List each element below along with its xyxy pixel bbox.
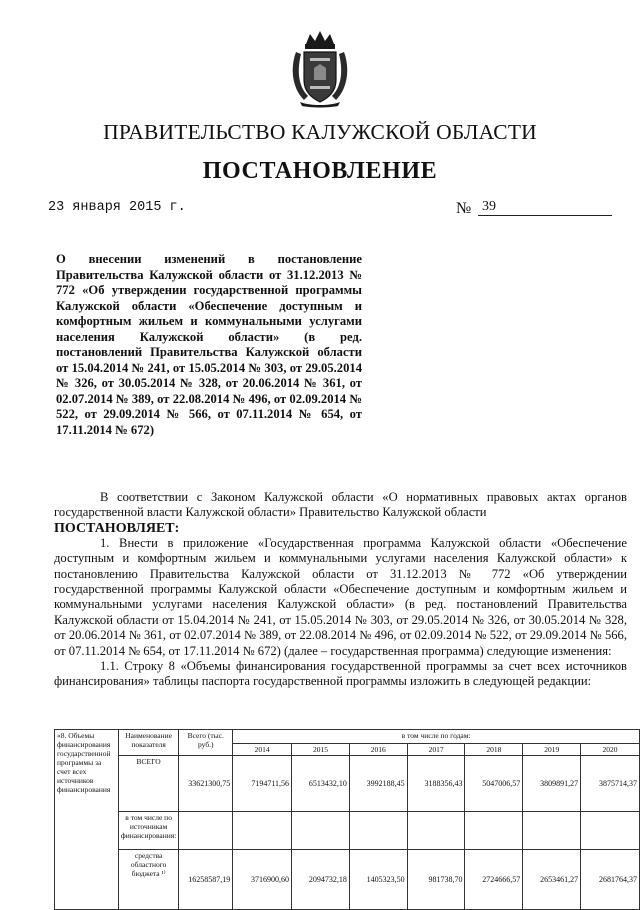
row-value: 2724666,57 (465, 850, 523, 910)
document-date: 23 января 2015 г. (48, 200, 186, 215)
header-year: 2014 (233, 744, 292, 756)
row-total: 33621300,75 (179, 756, 233, 812)
row-value: 981738,70 (407, 850, 465, 910)
header-indicator-name: Наименование показателя (118, 730, 178, 756)
row-name: ВСЕГО (118, 756, 178, 812)
intro-paragraph: В соответствии с Законом Калужской области «О нормативных правовых актах органов государственной власти Калужской области» Правительство Калужской области (54, 490, 627, 520)
row-value: 3992188,45 (349, 756, 407, 812)
row-value: 2094732,18 (292, 850, 350, 910)
row-value (523, 812, 581, 850)
kaluga-coat-of-arms-icon (288, 28, 352, 108)
header-years-group: в том числе по годам: (233, 730, 640, 744)
item-1-paragraph: 1. Внести в приложение «Государственная программа Калужской области «Обеспечение доступным и комфортным жильем и коммунальными услугами населения Калужской области» к постановлению Правительства Калужской области от 31.12.2013 № 772 «Об утверждении государственной программы Калужской области «Обеспечение доступным и комфортным жильем и коммунальными услугами населения Калужской области» (в ред. постановлений Правительства Калужской области от 15.04.2014 № 241, от 15.05.2014 № 303, от 29.05.2014 № 326, от 30.05.2014 № 328, от 20.06.2014 № 361, от 02.07.2014 № 389, от 22.08.2014 № 496, от 02.09.2014 № 522, от 29.09.2014 № 566, от 07.11.2014 № 654, от 17.11.2014 № 672) (далее – государственная программа) следующие изменения: (54, 535, 627, 658)
row-value: 2681764,37 (581, 850, 640, 910)
government-title: ПРАВИТЕЛЬСТВО КАЛУЖСКОЙ ОБЛАСТИ (103, 120, 537, 144)
row-name: средства областного бюджета ¹⁾ (118, 850, 178, 910)
row-value (349, 812, 407, 850)
row-value: 6513432,10 (292, 756, 350, 812)
document-subject: О внесении изменений в постановление Правительства Калужской области от 31.12.2013 № 772 «Об утверждении государственной программы Калужской области «Обеспечение доступным и комфортным жильем и коммунальными услугами населения Калужской области» (в ред. постановлений Правительства Калужской области от 15.04.2014 № 241, от 15.05.2014 № 303, от 29.05.2014 № 326, от 30.05.2014 № 328, от 20.06.2014 № 361, от 02.07.2014 № 389, от 22.08.2014 № 496, от 02.09.2014 № 522, от 29.09.2014 № 566, от 07.11.2014 № 654, от 17.11.2014 № 672) (56, 252, 362, 437)
row-value (465, 812, 523, 850)
document-type: ПОСТАНОВЛЕНИЕ (202, 158, 438, 184)
number-label: № (456, 200, 472, 217)
row-value: 2653461,27 (523, 850, 581, 910)
table-row-label: «8. Объемы финансирования государственной программы за счет всех источников финансирования (55, 730, 119, 910)
item-1-1-paragraph: 1.1. Строку 8 «Объемы финансирования государственной программы за счет всех источников финансирования» таблицы паспорта государственной программы изложить в следующей редакции: (54, 659, 627, 689)
table-row (55, 850, 640, 910)
row-name: в том числе по источникам финансирования: (118, 812, 178, 850)
row-value (407, 812, 465, 850)
row-value (292, 812, 350, 850)
row-value: 3875714,37 (581, 756, 640, 812)
row-value: 1405323,50 (349, 850, 407, 910)
row-value: 3809891,27 (523, 756, 581, 812)
header-year: 2016 (349, 744, 407, 756)
row-value: 3716900,60 (233, 850, 292, 910)
row-value: 5047006,57 (465, 756, 523, 812)
row-value (233, 812, 292, 850)
row-value (581, 812, 640, 850)
row-total (179, 812, 233, 850)
header-year: 2018 (465, 744, 523, 756)
row-value: 3188356,43 (407, 756, 465, 812)
header-total: Всего (тыс. руб.) (179, 730, 233, 756)
table-row (55, 812, 640, 850)
header-year: 2015 (292, 744, 350, 756)
number-underline (478, 215, 612, 216)
table-row (55, 756, 640, 812)
decree-word: ПОСТАНОВЛЯЕТ: (54, 520, 180, 536)
header-year: 2019 (523, 744, 581, 756)
header-year: 2020 (581, 744, 640, 756)
document-number: 39 (482, 199, 496, 214)
document-body (54, 490, 627, 690)
header-year: 2017 (407, 744, 465, 756)
row-value: 7194711,56 (233, 756, 292, 812)
financing-table (54, 729, 640, 910)
row-total: 16258587,19 (179, 850, 233, 910)
